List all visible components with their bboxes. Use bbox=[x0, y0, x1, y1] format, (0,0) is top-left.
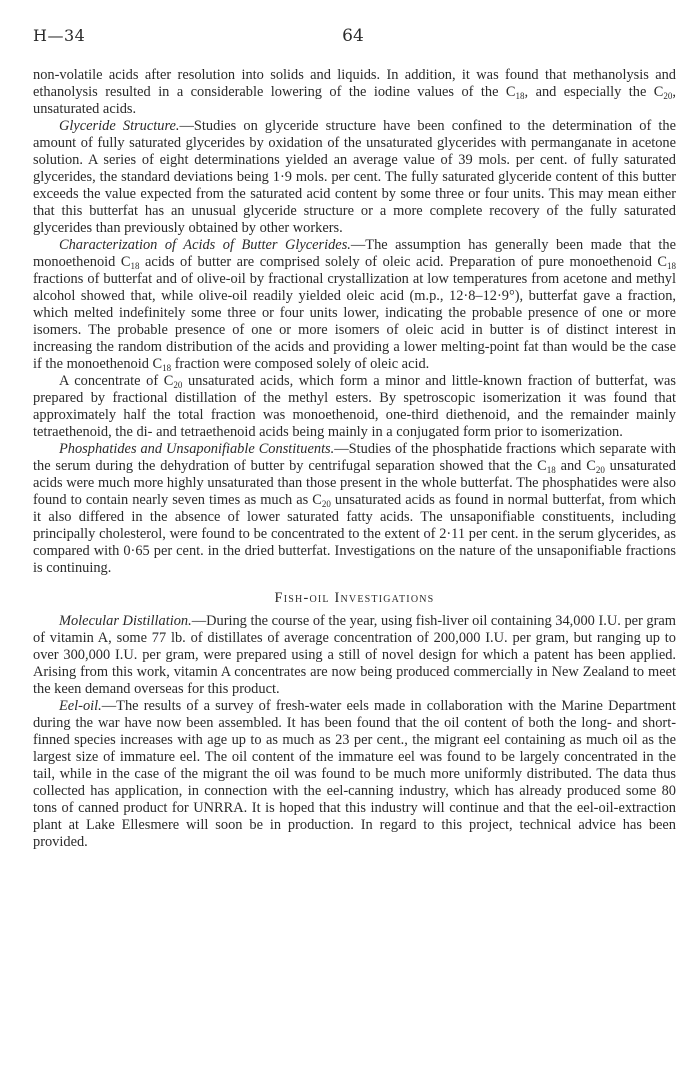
text-run: , and especially the C bbox=[524, 84, 664, 100]
subscript: 18 bbox=[162, 363, 172, 373]
subscript: 18 bbox=[667, 261, 677, 271]
body-text bbox=[33, 67, 676, 851]
section-heading: Fish-oil Investigations bbox=[274, 590, 435, 606]
text-run: fraction were composed solely of oleic acid. bbox=[171, 356, 430, 372]
paragraph-glyceride-structure bbox=[33, 118, 676, 237]
paragraph-title: Glyceride Structure. bbox=[59, 118, 180, 134]
subscript: 18 bbox=[515, 91, 525, 101]
paragraph-molecular-distillation bbox=[33, 613, 676, 698]
paragraph-continued bbox=[33, 67, 676, 118]
paragraph-c20-concentrate bbox=[33, 373, 676, 441]
paragraph-phosphatides bbox=[33, 441, 676, 577]
text-run: —During the course of the year, using fish-liver oil containing 34,000 I.U. per gram of vitamin A, some 77 lb. of distillates of average concentration of 200,000 I.U. per gram, but ranging up to over 300,000 I.U. per gram, were prepared using a still of novel design for which a patent has been applied. Arising from this work, vitamin A concentrates are now being produced commercially in New Zealand to meet the keen demand overseas for this product. bbox=[33, 613, 676, 697]
subscript: 18 bbox=[130, 261, 140, 271]
subscript: 20 bbox=[173, 380, 183, 390]
paragraph-title: Molecular Distillation. bbox=[59, 613, 192, 629]
text-run: —Studies of the phosphatide fractions which separate with the serum during the dehydration of butter by centrifugal separation showed that the C bbox=[33, 441, 676, 474]
subscript: 20 bbox=[321, 499, 331, 509]
text-run: unsaturated acids were much more highly unsaturated than those present in the whole butterfat. The phosphatides were also found to contain nearly seven times as much as C bbox=[33, 458, 677, 508]
page-header bbox=[33, 26, 673, 50]
paragraph-title: Characterization of Acids of Butter Glycerides. bbox=[59, 237, 351, 253]
subscript: 20 bbox=[595, 465, 605, 475]
document-code: H—34 bbox=[33, 26, 86, 45]
paragraph-title: Phosphatides and Unsaponifiable Constituents. bbox=[59, 441, 335, 457]
page-number: 64 bbox=[342, 26, 364, 46]
paragraph-title: Eel-oil. bbox=[59, 698, 102, 714]
paragraph-eel-oil bbox=[33, 698, 676, 851]
text-run: non-volatile acids after resolution into solids and liquids. In addition, it was found that methanolysis and ethanolysis resulted in a considerable lowering of the iodine values of the C bbox=[33, 67, 676, 100]
text-run: —The results of a survey of fresh-water eels made in collaboration with the Marine Department during the war have now been assembled. It has been found that the oil content of both the long- and short-finned species increases with age up to as much as 23 per cent., the migrant eel containing as much oil as the largest size of immature eel. The oil content of the immature eel was found to be largely concentrated in the tail, while in the case of the migrant the oil was found to be much more uniformly distributed. The data thus collected has application, in connection with the eel-canning industry, which has already produced some 80 tons of canned product for UNRRA. It is hoped that this industry will continue and that the eel-oil-extraction plant at Lake Ellesmere will soon be in production. In regard to this project, technical advice has been provided. bbox=[33, 698, 676, 850]
subscript: 18 bbox=[546, 465, 556, 475]
text-run: and C bbox=[555, 458, 596, 474]
text-run: fractions of butterfat and of olive-oil by fractional crystallization at low temperatures from acetone and methyl alcohol showed that, while olive-oil readily yielded oleic acid (m.p., 12·8–12·9°), butterfat gave a fraction, which melted indefinitely some three or four units lower, indicating the probable presence of one or more isomers. The probable presence of one or more isomers of oleic acid in butter is of distinct interest in increasing the random distribution of the acids and providing a lower melting-point fat than would be the case if the monoethenoid C bbox=[33, 271, 676, 372]
paragraph-characterization bbox=[33, 237, 676, 373]
text-run: unsaturated acids, which form a minor and little-known fraction of butterfat, was prepared by fractional distillation of the methyl esters. By spetroscopic isomerization it was found that approximately half the total fraction was monoethenoid, one-third diethenoid, and the remainder mainly tetraethenoid, the di- and tetraethenoid acids being mainly in a conjugated form prior to isomerization. bbox=[33, 373, 676, 440]
text-run: A concentrate of C bbox=[59, 373, 174, 389]
text-run: acids of butter are comprised solely of oleic acid. Preparation of pure monoethenoid C bbox=[139, 254, 668, 270]
text-run: —Studies on glyceride structure have been confined to the determination of the amount of fully saturated glycerides by oxidation of the unsaturated glycerides with permanganate in acetone solution. A series of eight determinations yielded an average value of 39 mols. per cent. of fully saturated glycerides, the standard deviations being 1·9 mols. per cent. The fully saturated glyceride content of this butter exceeds the value expected from the saturated acid content by some three or four units. This may mean either that this butterfat has an unusual glyceride structure or a more complete recovery of the fully saturated glycerides than previously obtained by other workers. bbox=[33, 118, 677, 236]
text-run: , unsaturated acids. bbox=[33, 84, 676, 117]
subscript: 20 bbox=[663, 91, 673, 101]
text-run: unsaturated acids as found in normal butterfat, from which it also differed in the absence of lower saturated fatty acids. The unsaponifiable constituents, including principally cholesterol, were found to be concentrated to the extent of 2·11 per cent. in the serum glycerides, as compared with 0·65 per cent. in the dried butterfat. Investigations on the nature of the unsaponifiable fractions is continuing. bbox=[33, 492, 677, 576]
text-run: —The assumption has generally been made that the monoethenoid C bbox=[33, 237, 676, 270]
